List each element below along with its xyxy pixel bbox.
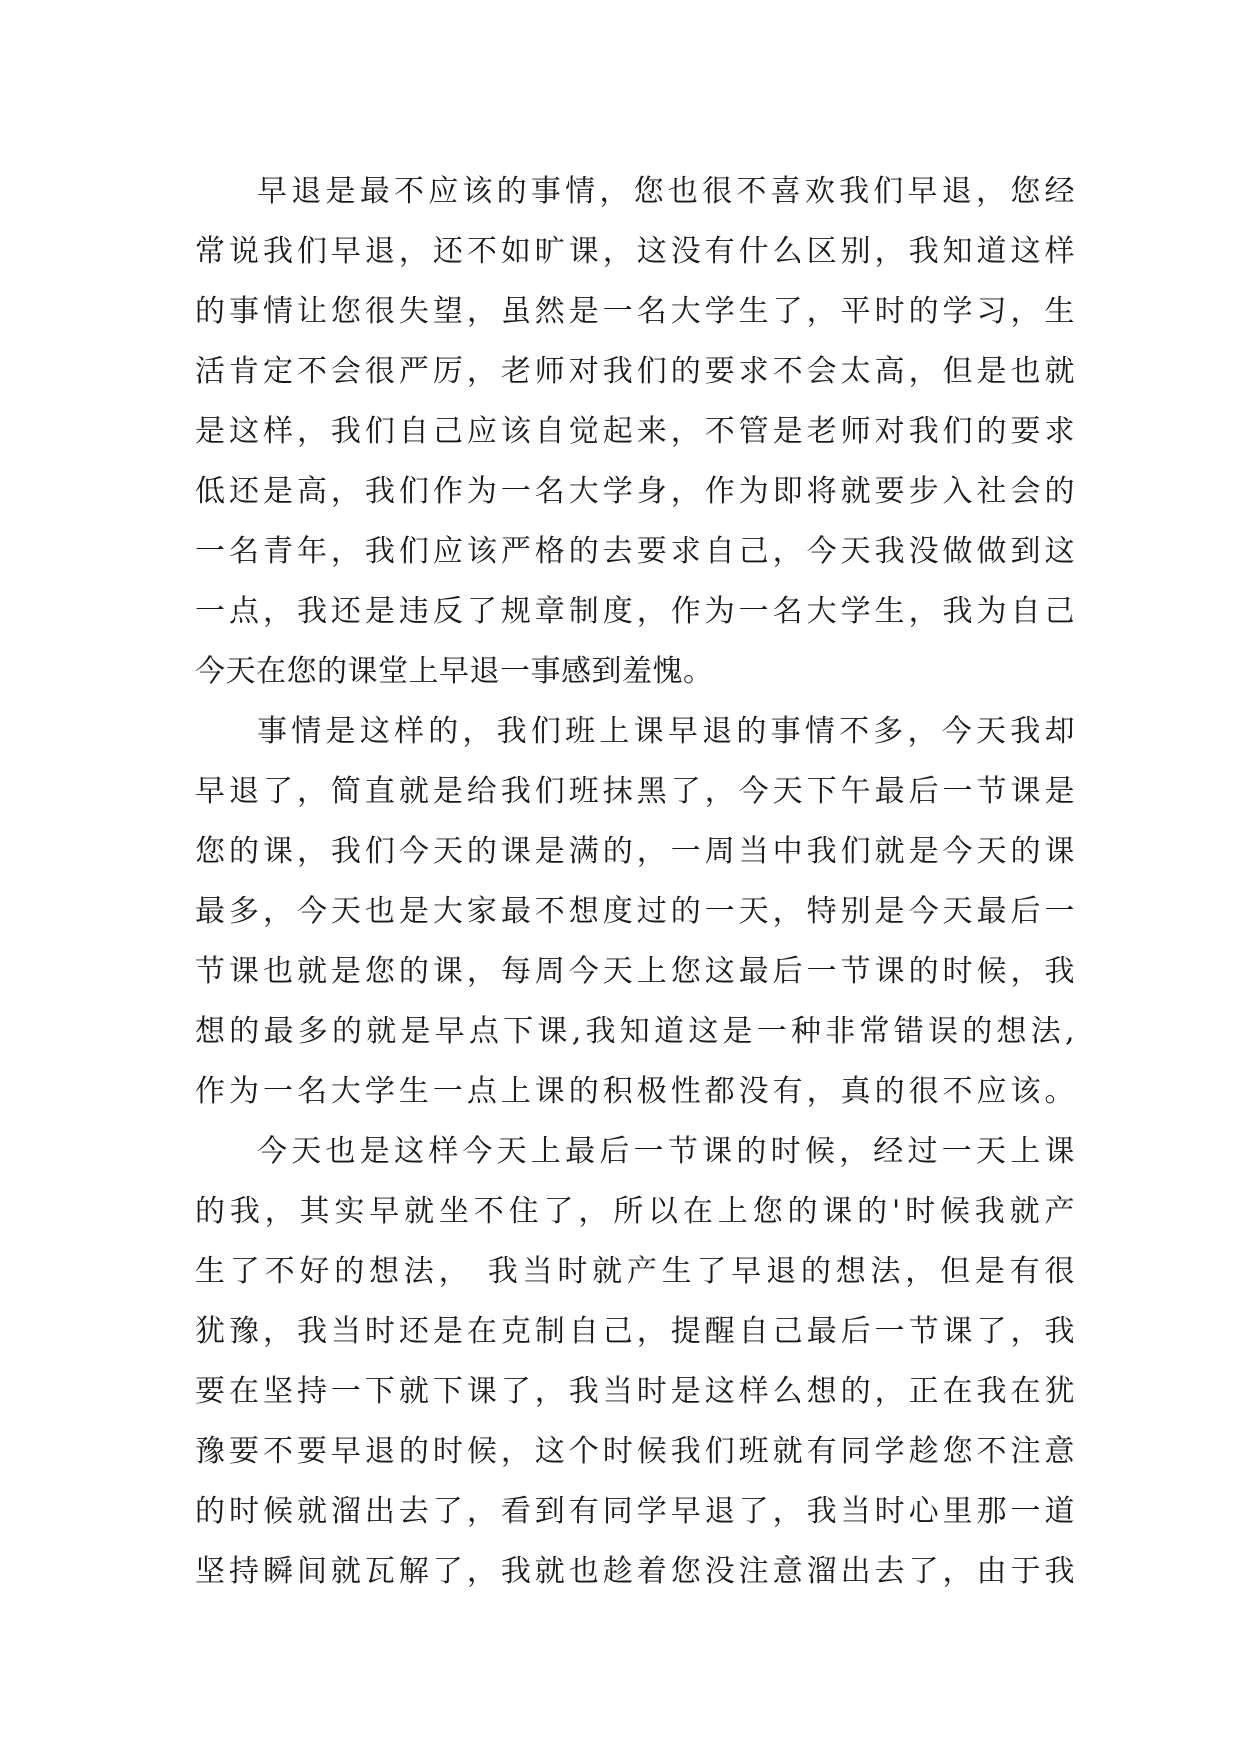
- text-line: 一名青年，我们应该严格的去要求自己，今天我没做做到这: [195, 534, 1075, 569]
- text-line: 想的最多的就是早点下课,我知道这是一种非常错误的想法,: [195, 1014, 1075, 1049]
- text-line: 生了不好的想法， 我当时就产生了早退的想法，但是有很: [195, 1254, 1075, 1289]
- text-line: 犹豫，我当时还是在克制自己，提醒自己最后一节课了，我: [195, 1314, 1075, 1349]
- text-line: 的我，其实早就坐不住了，所以在上您的课的'时候我就产: [195, 1194, 1075, 1229]
- text-line: 今天也是这样今天上最后一节课的时候，经过一天上课: [257, 1134, 1075, 1169]
- text-line: 的时候就溜出去了，看到有同学早退了，我当时心里那一道: [195, 1494, 1075, 1529]
- text-line: 要在坚持一下就下课了，我当时是这样么想的，正在我在犹: [195, 1374, 1075, 1409]
- text-line: 作为一名大学生一点上课的积极性都没有，真的很不应该。: [195, 1074, 1075, 1109]
- text-line: 事情是这样的，我们班上课早退的事情不多，今天我却: [257, 714, 1075, 749]
- text-line: 是这样，我们自己应该自觉起来，不管是老师对我们的要求: [195, 414, 1075, 449]
- text-line: 早退是最不应该的事情，您也很不喜欢我们早退，您经: [257, 174, 1075, 209]
- text-line: 低还是高，我们作为一名大学身，作为即将就要步入社会的: [195, 474, 1075, 509]
- paragraph-3: [195, 1122, 1075, 1602]
- text-line: 今天在您的课堂上早退一事感到羞愧。: [195, 654, 714, 689]
- text-line: 活肯定不会很严厉，老师对我们的要求不会太高，但是也就: [195, 354, 1075, 389]
- text-line: 坚持瞬间就瓦解了，我就也趁着您没注意溜出去了，由于我: [195, 1554, 1075, 1589]
- paragraph-2: [195, 702, 1075, 1122]
- paragraph-1: [195, 162, 1075, 702]
- text-line: 您的课，我们今天的课是满的，一周当中我们就是今天的课: [195, 834, 1075, 869]
- text-line: 早退了，简直就是给我们班抹黑了，今天下午最后一节课是: [195, 774, 1075, 809]
- text-line: 的事情让您很失望，虽然是一名大学生了，平时的学习，生: [195, 294, 1075, 329]
- text-line: 常说我们早退，还不如旷课，这没有什么区别，我知道这样: [195, 234, 1075, 269]
- text-line: 一点，我还是违反了规章制度，作为一名大学生，我为自己: [195, 594, 1075, 629]
- text-line: 豫要不要早退的时候，这个时候我们班就有同学趁您不注意: [195, 1434, 1075, 1469]
- text-line: 最多，今天也是大家最不想度过的一天，特别是今天最后一: [195, 894, 1075, 929]
- document-body: [195, 162, 1075, 1602]
- text-line: 节课也就是您的课，每周今天上您这最后一节课的时候，我: [195, 954, 1075, 989]
